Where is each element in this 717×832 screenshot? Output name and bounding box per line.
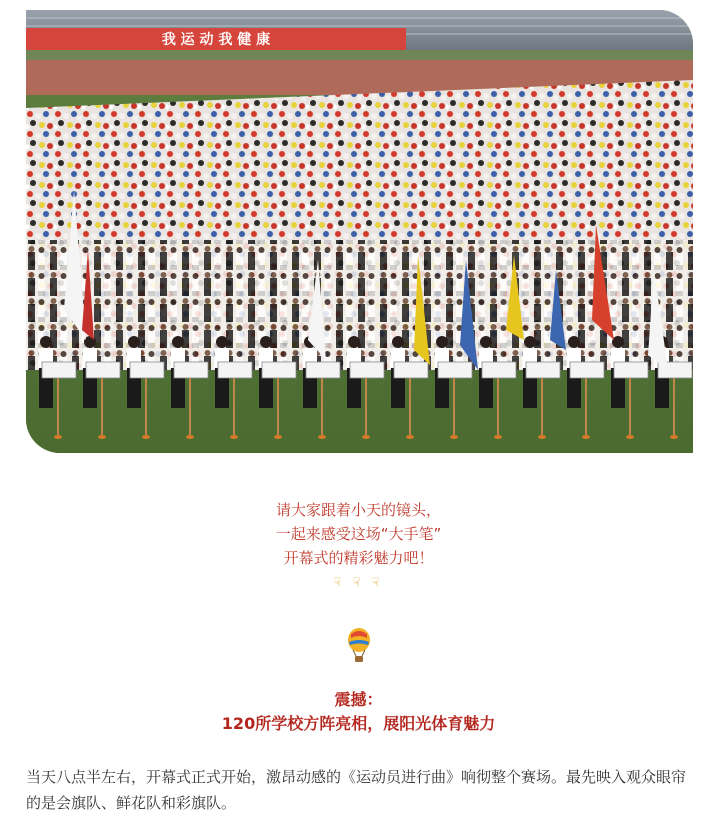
school-sign <box>526 362 560 378</box>
school-sign <box>130 362 164 378</box>
intro-text <box>0 498 717 594</box>
hot-air-balloon-icon <box>345 628 373 664</box>
body-paragraph: 当天八点半左右，开幕式正式开始，激昂动感的《运动员进行曲》响彻整个赛场。最先映入观众眼帘的是会旗队、鲜花队和彩旗队。 <box>26 768 687 812</box>
intro-line-1: 请大家跟着小天的镜头， <box>275 501 441 519</box>
school-sign <box>350 362 384 378</box>
school-sign <box>262 362 296 378</box>
school-sign <box>482 362 516 378</box>
stadium-banner-text: 我 运 动 我 健 康 <box>161 32 271 48</box>
school-sign <box>306 362 340 378</box>
intro-line-3: 开幕式的精彩魅力吧！ <box>283 549 434 567</box>
school-sign <box>86 362 120 378</box>
school-sign <box>42 362 76 378</box>
stadium-crowd-image <box>26 10 693 453</box>
pointing-down-hand-icon: ☟ ☟ ☟ <box>333 575 384 589</box>
headline-line-2: 120所学校方阵亮相，展阳光体育魅力 <box>221 714 496 733</box>
school-sign <box>218 362 252 378</box>
school-sign <box>394 362 428 378</box>
section-headline <box>0 688 717 736</box>
school-sign <box>174 362 208 378</box>
school-sign <box>570 362 604 378</box>
intro-line-2: 一起来感受这场“大手笔” <box>275 525 442 543</box>
school-sign <box>438 362 472 378</box>
opening-ceremony-photo <box>26 10 693 453</box>
headline-line-1: 震撼： <box>334 690 383 709</box>
school-sign <box>614 362 648 378</box>
